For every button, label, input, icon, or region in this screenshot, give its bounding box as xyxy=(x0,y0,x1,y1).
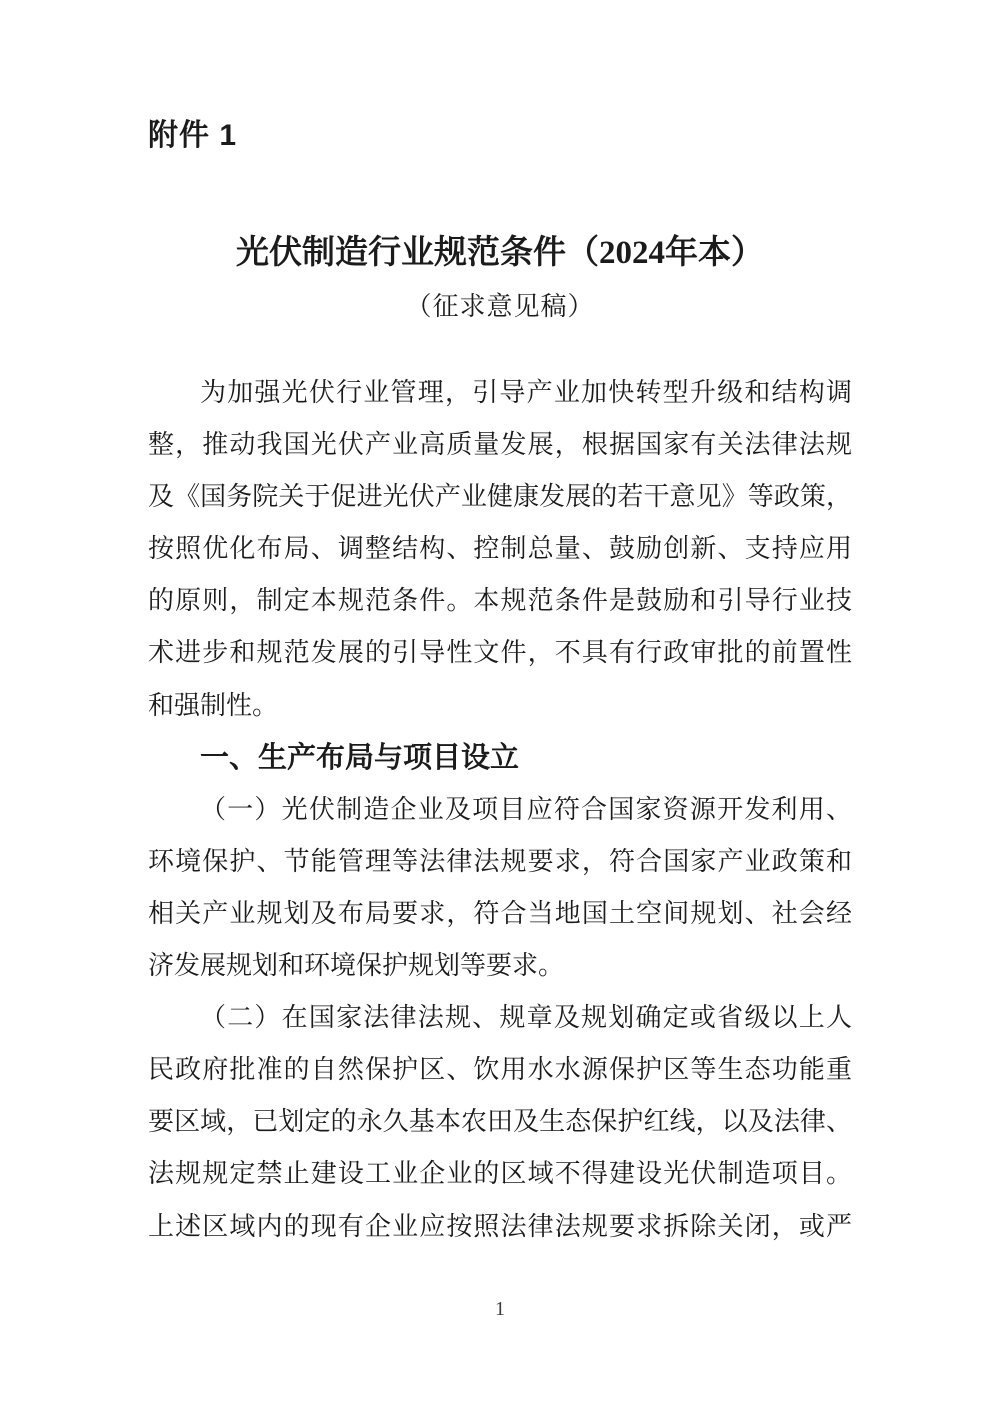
text-line: 法规规定禁止建设工业企业的区域不得建设光伏制造项目。 xyxy=(148,1159,852,1189)
text-line: 整，推动我国光伏产业高质量发展，根据国家有关法律法规 xyxy=(148,430,852,460)
document-title: 光伏制造行业规范条件（2024年本） xyxy=(236,235,764,271)
text-line: 按照优化布局、调整结构、控制总量、鼓励创新、支持应用 xyxy=(148,534,852,564)
document-subtitle: （征求意见稿） xyxy=(405,292,595,321)
text-line: 和强制性。 xyxy=(148,690,279,720)
attachment-label: 附件 1 xyxy=(148,119,238,152)
text-line: 相关产业规划及布局要求，符合当地国土空间规划、社会经 xyxy=(148,898,852,928)
page-number: 1 xyxy=(495,1298,505,1320)
text-line: 及《国务院关于促进光伏产业健康发展的若干意见》等政策， xyxy=(148,482,852,512)
text-line: （一）光伏制造企业及项目应符合国家资源开发利用、 xyxy=(200,794,852,824)
section-heading: 一、生产布局与项目设立 xyxy=(200,741,520,774)
text-line: 的原则，制定本规范条件。本规范条件是鼓励和引导行业技 xyxy=(148,586,852,616)
document-body xyxy=(148,367,852,1253)
text-line: 术进步和规范发展的引导性文件，不具有行政审批的前置性 xyxy=(148,638,852,668)
text-line: （二）在国家法律法规、规章及规划确定或省级以上人 xyxy=(200,1003,852,1033)
text-line: 上述区域内的现有企业应按照法律法规要求拆除关闭，或严 xyxy=(148,1211,852,1241)
text-line: 为加强光伏行业管理，引导产业加快转型升级和结构调 xyxy=(200,378,852,407)
text-line: 环境保护、节能管理等法律法规要求，符合国家产业政策和 xyxy=(148,846,852,876)
text-line: 要区域，已划定的永久基本农田及生态保护红线，以及法律、 xyxy=(148,1107,852,1137)
text-line: 民政府批准的自然保护区、饮用水水源保护区等生态功能重 xyxy=(148,1055,852,1085)
text-line: 济发展规划和环境保护规划等要求。 xyxy=(148,951,565,981)
